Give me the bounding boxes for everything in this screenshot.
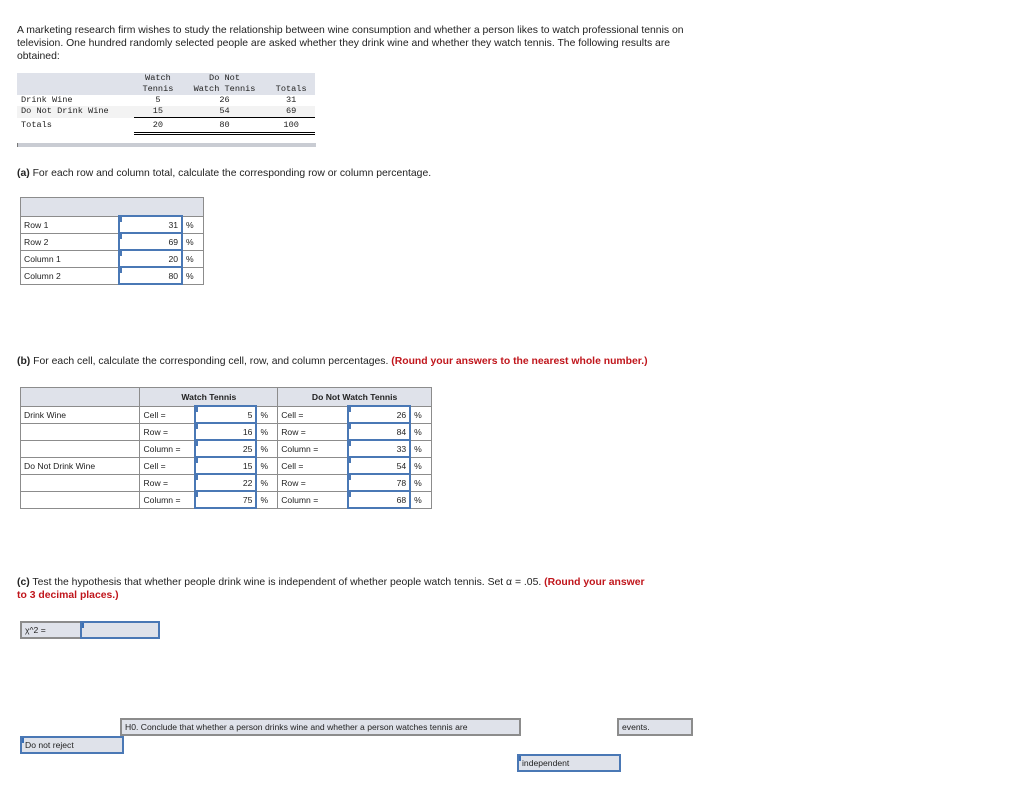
- answer-input[interactable]: 80: [119, 267, 182, 284]
- answer-input[interactable]: 20: [119, 250, 182, 267]
- row-label: Drink Wine: [21, 95, 73, 105]
- unit: %: [410, 491, 431, 508]
- chi-square-label: χ^2 =: [20, 621, 84, 639]
- cell-label: Row =: [278, 474, 349, 491]
- row-group-label: [21, 423, 140, 440]
- data-table: [17, 73, 315, 135]
- table-row: [21, 440, 432, 457]
- events-text: events.: [617, 718, 693, 736]
- watch-answer-input[interactable]: 75: [195, 491, 256, 508]
- part-b-table: [20, 387, 432, 509]
- row-label: Totals: [21, 120, 52, 130]
- rounding-note: (Round your answers to the nearest whole number.): [391, 356, 648, 367]
- table-row: [21, 457, 432, 474]
- unit: %: [410, 423, 431, 440]
- table-row: [21, 423, 432, 440]
- independence-dropdown[interactable]: independent: [517, 754, 621, 772]
- prompt-text: For each row and column total, calculate the corresponding row or column percentage.: [29, 168, 432, 179]
- cell-label: Row =: [140, 474, 195, 491]
- table-row: [21, 267, 204, 284]
- part-c-prompt: [17, 576, 657, 602]
- not-watch-answer-input[interactable]: 78: [348, 474, 410, 491]
- unit: %: [182, 216, 204, 233]
- col-header-watch: Watch Tennis: [140, 388, 278, 407]
- divider: [17, 143, 316, 147]
- cell-label: Column =: [278, 491, 349, 508]
- watch-answer-input[interactable]: 25: [195, 440, 256, 457]
- part-label: (b): [17, 356, 31, 367]
- unit: %: [256, 474, 277, 491]
- unit: %: [182, 267, 204, 284]
- col-header: Tennis: [142, 84, 174, 94]
- col-header: Do Not: [209, 73, 240, 83]
- not-watch-answer-input[interactable]: 84: [348, 423, 410, 440]
- col-header: Watch Tennis: [193, 84, 256, 94]
- problem-intro: A marketing research firm wishes to study the relationship between wine consumption and whether a person likes to watch professional tennis on television. One hundred randomly selected people are asked whether they drink wine and whether they watch tennis. The following results are obtained:: [17, 25, 684, 62]
- cell-label: Column =: [278, 440, 349, 457]
- row-label: Column 2: [21, 267, 120, 284]
- unit: %: [256, 440, 277, 457]
- col-header: Totals: [275, 84, 307, 94]
- table-row: [21, 216, 204, 233]
- unit: %: [182, 250, 204, 267]
- table-row: [21, 474, 432, 491]
- rounding-note: (Round your answer to 3 decimal places.): [17, 577, 645, 601]
- cell: 31: [285, 95, 297, 105]
- col-header: Watch: [145, 73, 171, 83]
- cell: 26: [219, 95, 230, 105]
- unit: %: [256, 457, 277, 474]
- header-blank: [21, 388, 140, 407]
- row-group-label: [21, 440, 140, 457]
- table-row: [17, 118, 315, 134]
- row-group-label: Drink Wine: [21, 406, 140, 423]
- cell-label: Cell =: [140, 406, 195, 423]
- cell: 54: [182, 106, 268, 118]
- cell-label: Cell =: [140, 457, 195, 474]
- unit: %: [256, 491, 277, 508]
- cell: 69: [267, 106, 315, 118]
- row-label: Do Not Drink Wine: [21, 106, 109, 117]
- cell-label: Column =: [140, 491, 195, 508]
- prompt-text: Test the hypothesis that whether people drink wine is independent of whether people watch tennis. Set α = .05.: [29, 577, 545, 588]
- part-label: (a): [17, 168, 30, 179]
- cell: 15: [134, 106, 182, 118]
- not-watch-answer-input[interactable]: 54: [348, 457, 410, 474]
- row-group-label: [21, 474, 140, 491]
- answer-input[interactable]: 69: [119, 233, 182, 250]
- conclusion-text: H0. Conclude that whether a person drinks wine and whether a person watches tennis are: [120, 718, 521, 736]
- cell: 100: [267, 118, 315, 134]
- not-watch-answer-input[interactable]: 68: [348, 491, 410, 508]
- cell: 20: [134, 118, 182, 134]
- unit: %: [256, 406, 277, 423]
- col-header: [267, 73, 315, 84]
- prompt-text: For each cell, calculate the corresponding cell, row, and column percentages.: [30, 356, 392, 367]
- watch-answer-input[interactable]: 5: [195, 406, 256, 423]
- chi-square-input[interactable]: [80, 621, 160, 639]
- answer-input[interactable]: 31: [119, 216, 182, 233]
- cell-label: Row =: [278, 423, 349, 440]
- not-watch-answer-input[interactable]: 33: [348, 440, 410, 457]
- cell-label: Cell =: [278, 406, 349, 423]
- row-group-label: Do Not Drink Wine: [21, 457, 140, 474]
- unit: %: [256, 423, 277, 440]
- table-row: [17, 95, 315, 106]
- cell-label: Column =: [140, 440, 195, 457]
- row-label: Row 2: [21, 233, 120, 250]
- unit: %: [410, 474, 431, 491]
- watch-answer-input[interactable]: 16: [195, 423, 256, 440]
- unit: %: [410, 440, 431, 457]
- not-watch-answer-input[interactable]: 26: [348, 406, 410, 423]
- unit: %: [410, 406, 431, 423]
- cell-label: Cell =: [278, 457, 349, 474]
- col-header-not-watch: Do Not Watch Tennis: [278, 388, 432, 407]
- part-b-prompt: [17, 355, 648, 368]
- watch-answer-input[interactable]: 22: [195, 474, 256, 491]
- part-a-prompt: [17, 167, 431, 180]
- unit: %: [410, 457, 431, 474]
- table-row: [21, 406, 432, 423]
- header-row: [21, 198, 204, 217]
- part-label: (c): [17, 577, 30, 588]
- cell: 5: [155, 95, 161, 105]
- row-label: Row 1: [21, 216, 120, 233]
- decision-dropdown[interactable]: Do not reject: [20, 736, 124, 754]
- table-row: [21, 233, 204, 250]
- row-group-label: [21, 491, 140, 508]
- part-a-table: [20, 197, 204, 285]
- cell: 80: [182, 118, 268, 134]
- watch-answer-input[interactable]: 15: [195, 457, 256, 474]
- row-label: Column 1: [21, 250, 120, 267]
- table-row: [17, 106, 315, 118]
- table-row: [21, 491, 432, 508]
- table-row: [21, 250, 204, 267]
- cell-label: Row =: [140, 423, 195, 440]
- unit: %: [182, 233, 204, 250]
